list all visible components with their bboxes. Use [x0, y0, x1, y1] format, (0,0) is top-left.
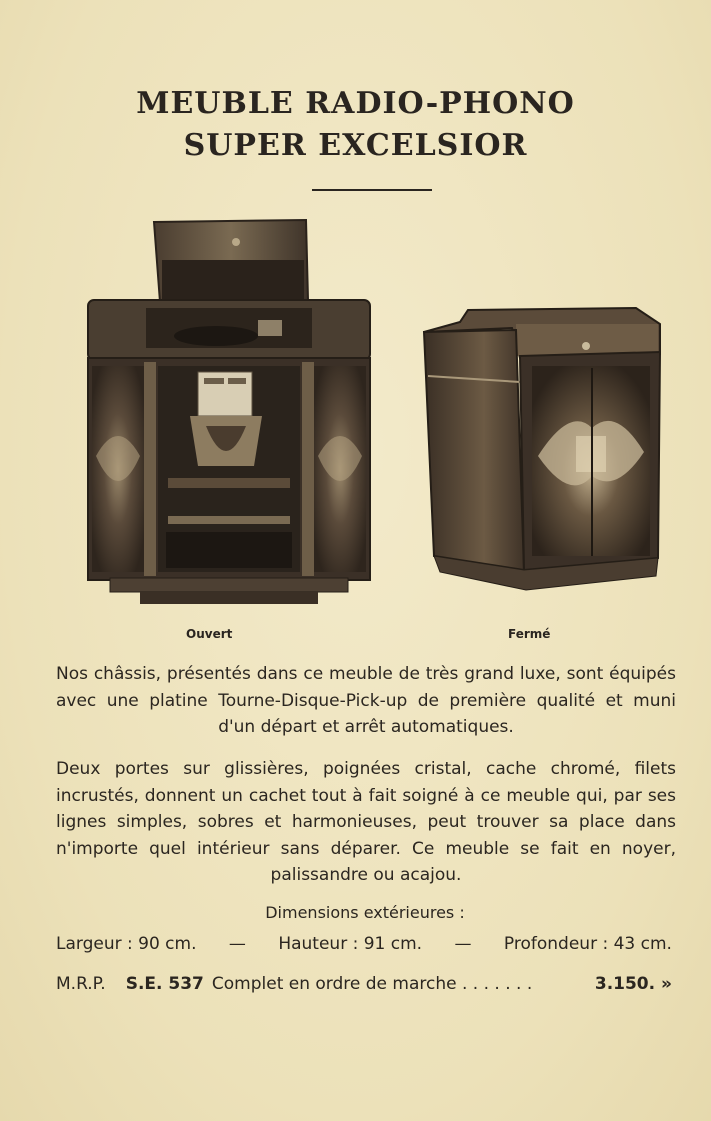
- cabinet-open-photo: [86, 216, 372, 608]
- description-paragraph-2: Deux portes sur glissières, poignées cristal, cache chromé, filets incrustés, donnent un cachet tout à fait soigné à ce meuble qui, par ses lignes simples, sobres et harmonieuses, peut trouver sa place dans n'importe quel intérieur sans déparer. Ce meuble se fait en noyer, palissandre ou acajou.: [56, 759, 676, 885]
- title-line-1: MEUBLE RADIO-PHONO: [136, 86, 575, 121]
- dimensions-line: [56, 934, 672, 954]
- product-reference: S.E. 537: [125, 974, 204, 994]
- product-price: 3.150. »: [594, 974, 672, 994]
- mrp-label: M.R.P.: [56, 974, 106, 994]
- dimension-separator-1: —: [228, 934, 246, 954]
- dimension-width: Largeur : 90 cm.: [56, 934, 197, 954]
- price-line: [56, 974, 672, 994]
- title-divider: [312, 189, 432, 191]
- product-condition: Complet en ordre de marche . . . . . . .: [211, 974, 533, 994]
- caption-open: Ouvert: [186, 627, 233, 641]
- dimension-depth: Profondeur : 43 cm.: [503, 934, 672, 954]
- dimension-height: Hauteur : 91 cm.: [278, 934, 423, 954]
- description-paragraph-1: Nos châssis, présentés dans ce meuble de très grand luxe, sont équipés avec une platine Tourne-Disque-Pick-up de première qualité et muni d'un départ et arrêt automatiques.: [56, 664, 676, 737]
- dimension-separator-2: —: [454, 934, 472, 954]
- dimensions-heading: Dimensions extérieures :: [265, 903, 465, 922]
- caption-closed: Fermé: [508, 627, 551, 641]
- title-line-2: SUPER EXCELSIOR: [183, 128, 528, 163]
- cabinet-closed-photo: [420, 306, 666, 596]
